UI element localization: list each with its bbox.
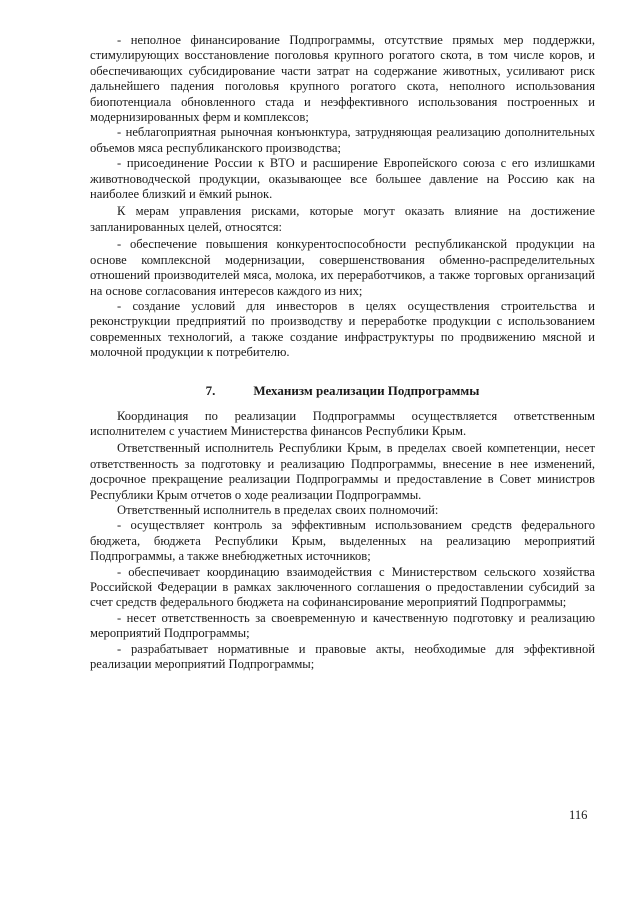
- risk-paragraph-funding: - неполное финансирование Подпрограммы, отсутствие прямых мер поддержки, стимулирующих восстановление поголовья крупного рогатого скота, в том числе коров, и обеспечивающих субсидирование части затрат на содержание животных, усиливают риск дальнейшего падения поголовья крупного рогатого скота, неполного использования биопотенциала обновленного стада и неэффективного использования построенных и модернизированных ферм и комплексов;: [90, 33, 595, 125]
- section-heading: [90, 383, 595, 399]
- section-number: 7.: [205, 382, 216, 398]
- risk-measure-investors: - создание условий для инвесторов в целях осуществления строительства и реконструкции предприятий по производству и переработке продукции с использованием современных технологий, а также создание инфраструктуры по продвижению мясной и молочной продукции к потребителю.: [90, 298, 595, 360]
- section-title: Механизм реализации Подпрограммы: [253, 382, 480, 398]
- risk-measure-competitiveness: - обеспечение повышения конкурентоспособности республиканской продукции на основе комплексной модернизации, совершенствования обменно-распределительных отношений производителей мяса, молока, их переработчиков, а также торговых организаций на основе согласования интересов каждого из них;: [90, 237, 595, 298]
- mechanism-item-coordination: - обеспечивает координацию взаимодействия с Министерством сельского хозяйства Российской Федерации в рамках заключенного соглашения о предоставлении субсидий за счет средств федерального бюджета на софинансирование мероприятий Подпрограммы;: [90, 564, 595, 610]
- mechanism-responsibility: Ответственный исполнитель Республики Крым, в пределах своей компетенции, несет ответственность за подготовку и реализацию Подпрограммы, внесение в нее изменений, досрочное прекращение реализации Подпрограммы и предоставление в Совет министров Республики Крым отчетов о ходе реализации Подпрограммы.: [90, 441, 595, 502]
- document-page: [90, 33, 595, 672]
- risk-paragraph-wto: - присоединение России к ВТО и расширение Европейского союза с его излишками животноводческой продукции, оказывающее все большее давление на Россию как на наиболее близкий и ёмкий рынок.: [90, 156, 595, 202]
- mechanism-item-acts: - разрабатывает нормативные и правовые акты, необходимые для эффективной реализации мероприятий Подпрограммы;: [90, 641, 595, 672]
- mechanism-item-responsibility: - несет ответственность за своевременную и качественную подготовку и реализацию мероприятий Подпрограммы;: [90, 610, 595, 641]
- mechanism-powers-intro: Ответственный исполнитель в пределах своих полномочий:: [117, 502, 439, 517]
- mechanism-coordination: Координация по реализации Подпрограммы осуществляется ответственным исполнителем с участием Министерства финансов Республики Крым.: [90, 408, 595, 438]
- mechanism-item-control: - осуществляет контроль за эффективным использованием средств федерального бюджета, бюджета Республики Крым, выделенных на реализацию мероприятий Подпрограммы, а также внебюджетных источников;: [90, 518, 595, 564]
- risk-paragraph-market: - неблагоприятная рыночная конъюнктура, затрудняющая реализацию дополнительных объемов мяса республиканского производства;: [90, 125, 595, 155]
- risk-measures-intro: К мерам управления рисками, которые могут оказать влияние на достижение запланированных целей, относятся:: [90, 204, 595, 234]
- page-number: 116: [569, 808, 588, 822]
